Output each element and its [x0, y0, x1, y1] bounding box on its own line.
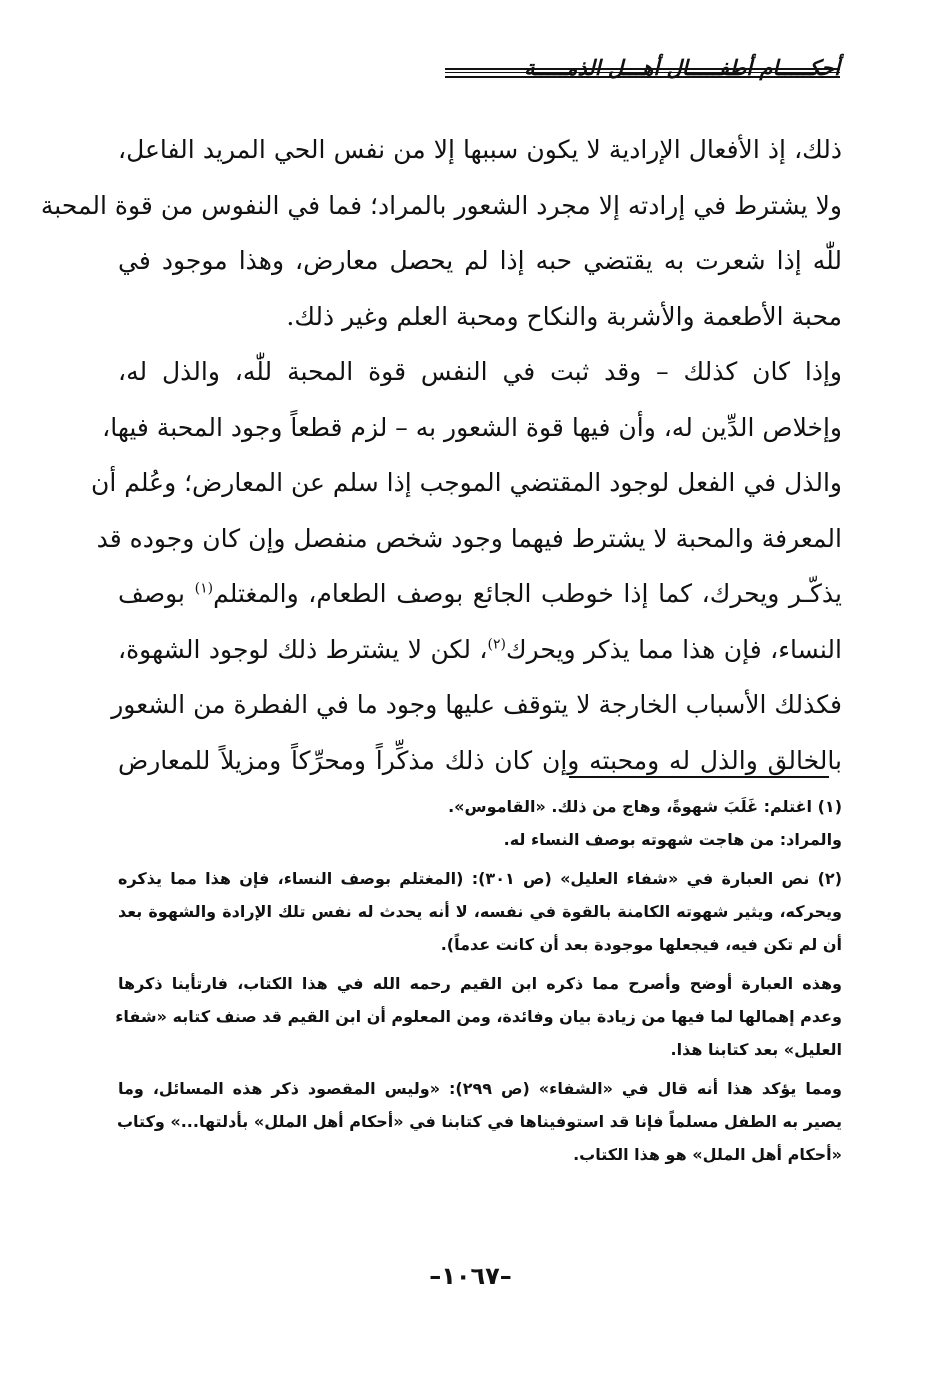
- running-header: [120, 52, 840, 92]
- footnotes: [115, 790, 843, 1171]
- text-line: محبة الأطعمة والأشربة والنكاح ومحبة العلم وغير ذلك.: [286, 301, 842, 331]
- footnote-line: ومما يؤكد هذا أنه قال في «الشفاء» (ص ٢٩٩): «وليس المقصود ذكر هذه المسائل، وما: [118, 1079, 843, 1098]
- paragraph: [90, 344, 842, 788]
- footnote-line: أن لم تكن فيه، فيجعلها موجودة بعد أن كانت عدماً).: [440, 935, 842, 954]
- text-line: بالخالق والذل له ومحبته وإن كان ذلك مذكِّراً ومحرِّكاً ومزيلاً للمعارض: [118, 745, 842, 775]
- text-line: [118, 622, 842, 678]
- running-header-title: أحكـــــام أطفـــــال أهـــل الذمـــــة: [524, 56, 840, 80]
- text-segment: بوصف: [118, 579, 185, 608]
- footnote: [118, 790, 842, 823]
- text-line: ذلك، إذ الأفعال الإرادية لا يكون سببها إلا من نفس الحي المريد الفاعل،: [118, 135, 842, 164]
- text-segment: النساء، فإن هذا مما يذكر ويحرك: [505, 634, 842, 664]
- footnote-line: وعدم إهمالها لما فيها من زيادة بيان وفائدة، ومن المعلوم أن ابن القيم قد صنف كتابه «شفاء: [115, 1007, 842, 1026]
- footnote-line: يصير به الطفل مسلماً فإنا قد استوفيناها في كتابنا في «أحكام أهل الملل» بأدلتها...» وكتاب: [116, 1112, 842, 1131]
- text-line: ولا يشترط في إرادته إلا مجرد الشعور بالمراد؛ فما في النفوس من قوة المحبة: [40, 190, 842, 220]
- text-segment: يذكّـر ويحرك، كما إذا خوطب الجائع بوصف الطعام، والمغتلم: [213, 579, 842, 608]
- footnote: [118, 823, 842, 856]
- text-line: [118, 566, 842, 622]
- paragraph: [40, 122, 842, 344]
- text-line: فكذلك الأسباب الخارجة لا يتوقف عليها وجود ما في الفطرة من الشعور: [111, 690, 842, 719]
- footnote-line: العليل» بعد كتابنا هذا.: [670, 1040, 842, 1059]
- footnote-line: «أحكام أهل الملل» هو هذا الكتاب.: [573, 1145, 842, 1164]
- footnote-line: وهذه العبارة أوضح وأصرح مما ذكره ابن القيم رحمه الله في هذا الكتاب، فارتأينا ذكرها: [118, 974, 842, 993]
- text-line: وإذا كان كذلك – وقد ثبت في النفس قوة المحبة للّٰه، والذل له،: [118, 357, 842, 386]
- footnote-ref[interactable]: (١): [194, 580, 214, 597]
- text-line: وإخلاص الدِّين له، وأن فيها قوة الشعور به – لزم قطعاً وجود المحبة فيها،: [102, 412, 842, 442]
- page-number: –١٠٦٧–: [429, 1262, 512, 1290]
- footnote-separator: [569, 776, 829, 778]
- header-rule: [445, 68, 840, 78]
- footnote-line: والمراد: من هاجت شهوته بوصف النساء له.: [503, 830, 842, 849]
- footnote: [118, 1072, 842, 1171]
- text-line: للّٰه إذا شعرت به يقتضي حبه إذا لم يحصل معارض، وهذا موجود في: [118, 246, 842, 275]
- text-segment: ، لكن لا يشترط ذلك لوجود الشهوة،: [118, 634, 488, 664]
- footnote-ref[interactable]: (٢): [487, 636, 506, 653]
- text-line: المعرفة والمحبة لا يشترط فيهما وجود شخص منفصل وإن كان وجوده قد: [96, 523, 842, 553]
- footnote-line: ويحركه، ويثير شهوته الكامنة بالقوة في نفسه، لا أنه يحدث له نفس تلك الإرادة والشهوة بعد: [118, 902, 842, 921]
- main-text: [40, 122, 842, 788]
- footnote-line: (١) اغتلم: غَلَبَ شهوةً، وهاج من ذلك. «القاموس».: [448, 797, 842, 816]
- text-line: والذل في الفعل لوجود المقتضي الموجب إذا سلم عن المعارض؛ وعُلم أن: [90, 468, 842, 497]
- footnote: [118, 862, 842, 961]
- footnote: [115, 967, 842, 1066]
- footnote-line: (٢) نص العبارة في «شفاء العليل» (ص ٣٠١): (المغتلم بوصف النساء، فإن هذا مما يذكره: [118, 869, 842, 888]
